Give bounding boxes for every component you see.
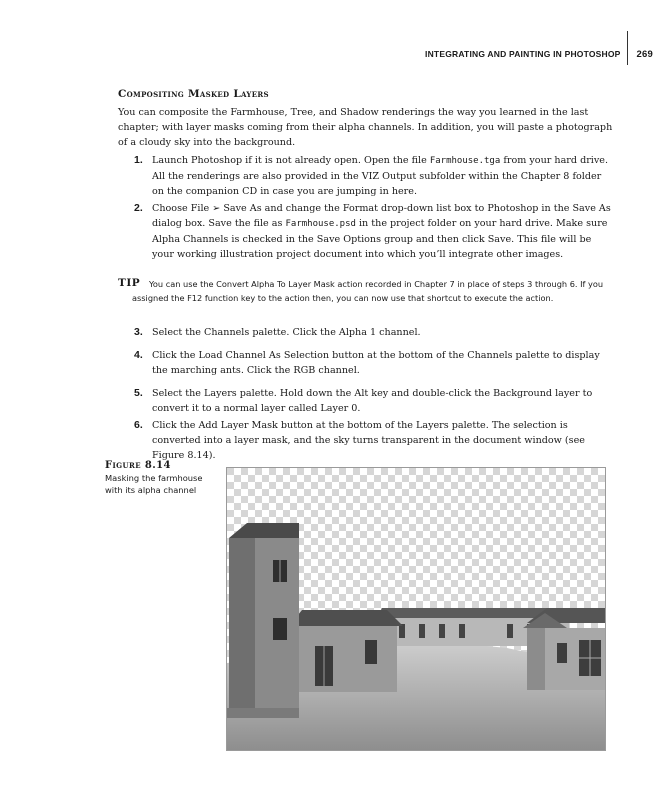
section-title: Compositing Masked Layers: [118, 88, 269, 100]
figure-caption: Masking the farmhouse with its alpha channel: [105, 473, 203, 495]
step-number: 5.: [134, 387, 143, 399]
intro-paragraph: You can composite the Farmhouse, Tree, and Shadow renderings the way you learned in the last chapter; with layer masks coming from their alpha channels. In addition, you will paste a photograph of a cloudy sky into the background.: [118, 107, 613, 148]
step-text: Select the Channels palette. Click the Alpha 1 channel.: [152, 327, 421, 338]
step-text: Click the Add Layer Mask button at the bottom of the Layers palette. The selection is converted into a layer mask, and the sky turns transparent in the document window (see Figure 8.14).: [152, 420, 585, 461]
step-3: [136, 325, 616, 340]
step-text: Choose File ➢ Save As and change the Format drop-down list box to Photoshop in the Save As dialog box. Save the file as Farmhouse.psd in the project folder on your hard drive. Make sure Alpha Channels is checked in the Save Options group and then click Save. This file will be your working illustration project document into which you’ll integrate other images.: [152, 203, 611, 260]
step-text: Launch Photoshop if it is not already open. Open the file Farmhouse.tga from your hard drive. All the renderings are also provided in the VIZ Output subfolder within the Chapter 8 folder on the companion CD in case you are jumping in here.: [152, 155, 609, 197]
running-header-title: INTEGRATING AND PAINTING IN PHOTOSHOP: [425, 49, 621, 59]
step-1: [136, 153, 616, 199]
step-6: [136, 418, 616, 463]
figure-label: Figure 8.14: [105, 460, 171, 471]
step-number: 6.: [134, 419, 143, 431]
step-number: 2.: [134, 202, 143, 214]
farmhouse-render-figure: [226, 467, 606, 751]
step-text: Click the Load Channel As Selection button at the bottom of the Channels palette to display the marching ants. Click the RGB channel.: [152, 350, 600, 376]
header-divider: [627, 31, 628, 65]
running-header: [425, 37, 653, 71]
page-number: 269: [636, 48, 653, 60]
step-number: 4.: [134, 349, 143, 361]
step-number: 1.: [134, 154, 143, 166]
small-house: [297, 626, 397, 692]
step-text: Select the Layers palette. Hold down the Alt key and double-click the Background layer to convert it to a normal layer called Layer 0.: [152, 388, 593, 414]
step-5: [136, 386, 616, 416]
step-4: [136, 348, 616, 378]
step-2: [136, 201, 616, 262]
step-number: 3.: [134, 326, 143, 338]
tip-text: You can use the Convert Alpha To Layer Mask action recorded in Chapter 7 in place of steps 3 through 6. If you assigned the F12 function key to the action then, you can now use that shortcut to execute the action.: [132, 279, 604, 303]
masked-farmhouse-image: [227, 468, 605, 750]
tip-label: TIP: [118, 277, 141, 289]
